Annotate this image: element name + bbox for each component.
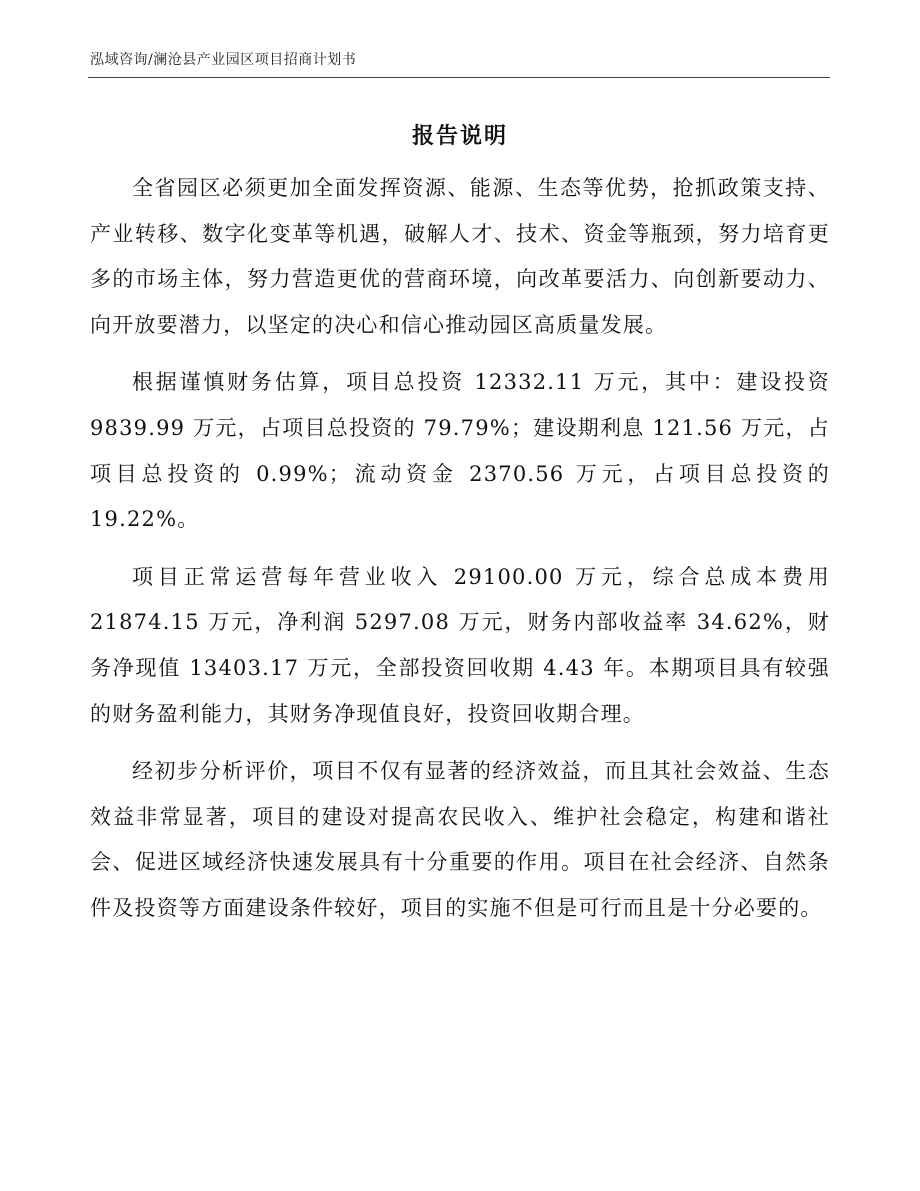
paragraph-2: 根据谨慎财务估算，项目总投资 12332.11 万元，其中：建设投资 9839.99 万元，占项目总投资的 79.79%；建设期利息 121.56 万元，占项目总投资的 0.99%；流动资金 2370.56 万元，占项目总投资的 19.22%。 [90,370,830,532]
report-body [90,166,830,944]
paragraph-3: 项目正常运营每年营业收入 29100.00 万元，综合总成本费用 21874.15 万元，净利润 5297.08 万元，财务内部收益率 34.62%，财务净现值 13403.17 万元，全部投资回收期 4.43 年。本期项目具有较强的财务盈利能力，其财务净现值良好，投资回收期合理。 [90,564,830,726]
running-header: 泓域咨询/澜沧县产业园区项目招商计划书 [90,52,357,68]
header-divider [88,77,830,78]
paragraph-4: 经初步分析评价，项目不仅有显著的经济效益，而且其社会效益、生态效益非常显著，项目的建设对提高农民收入、维护社会稳定，构建和谐社会、促进区域经济快速发展具有十分重要的作用。项目在社会经济、自然条件及投资等方面建设条件较好，项目的实施不但是可行而且是十分必要的。 [90,759,830,920]
paragraph-1: 全省园区必须更加全面发挥资源、能源、生态等优势，抢抓政策支持、产业转移、数字化变革等机遇，破解人才、技术、资金等瓶颈，努力培育更多的市场主体，努力营造更优的营商环境，向改革要活力、向创新要动力、向开放要潜力，以坚定的决心和信心推动园区高质量发展。 [90,176,830,337]
page-title: 报告说明 [411,123,508,149]
